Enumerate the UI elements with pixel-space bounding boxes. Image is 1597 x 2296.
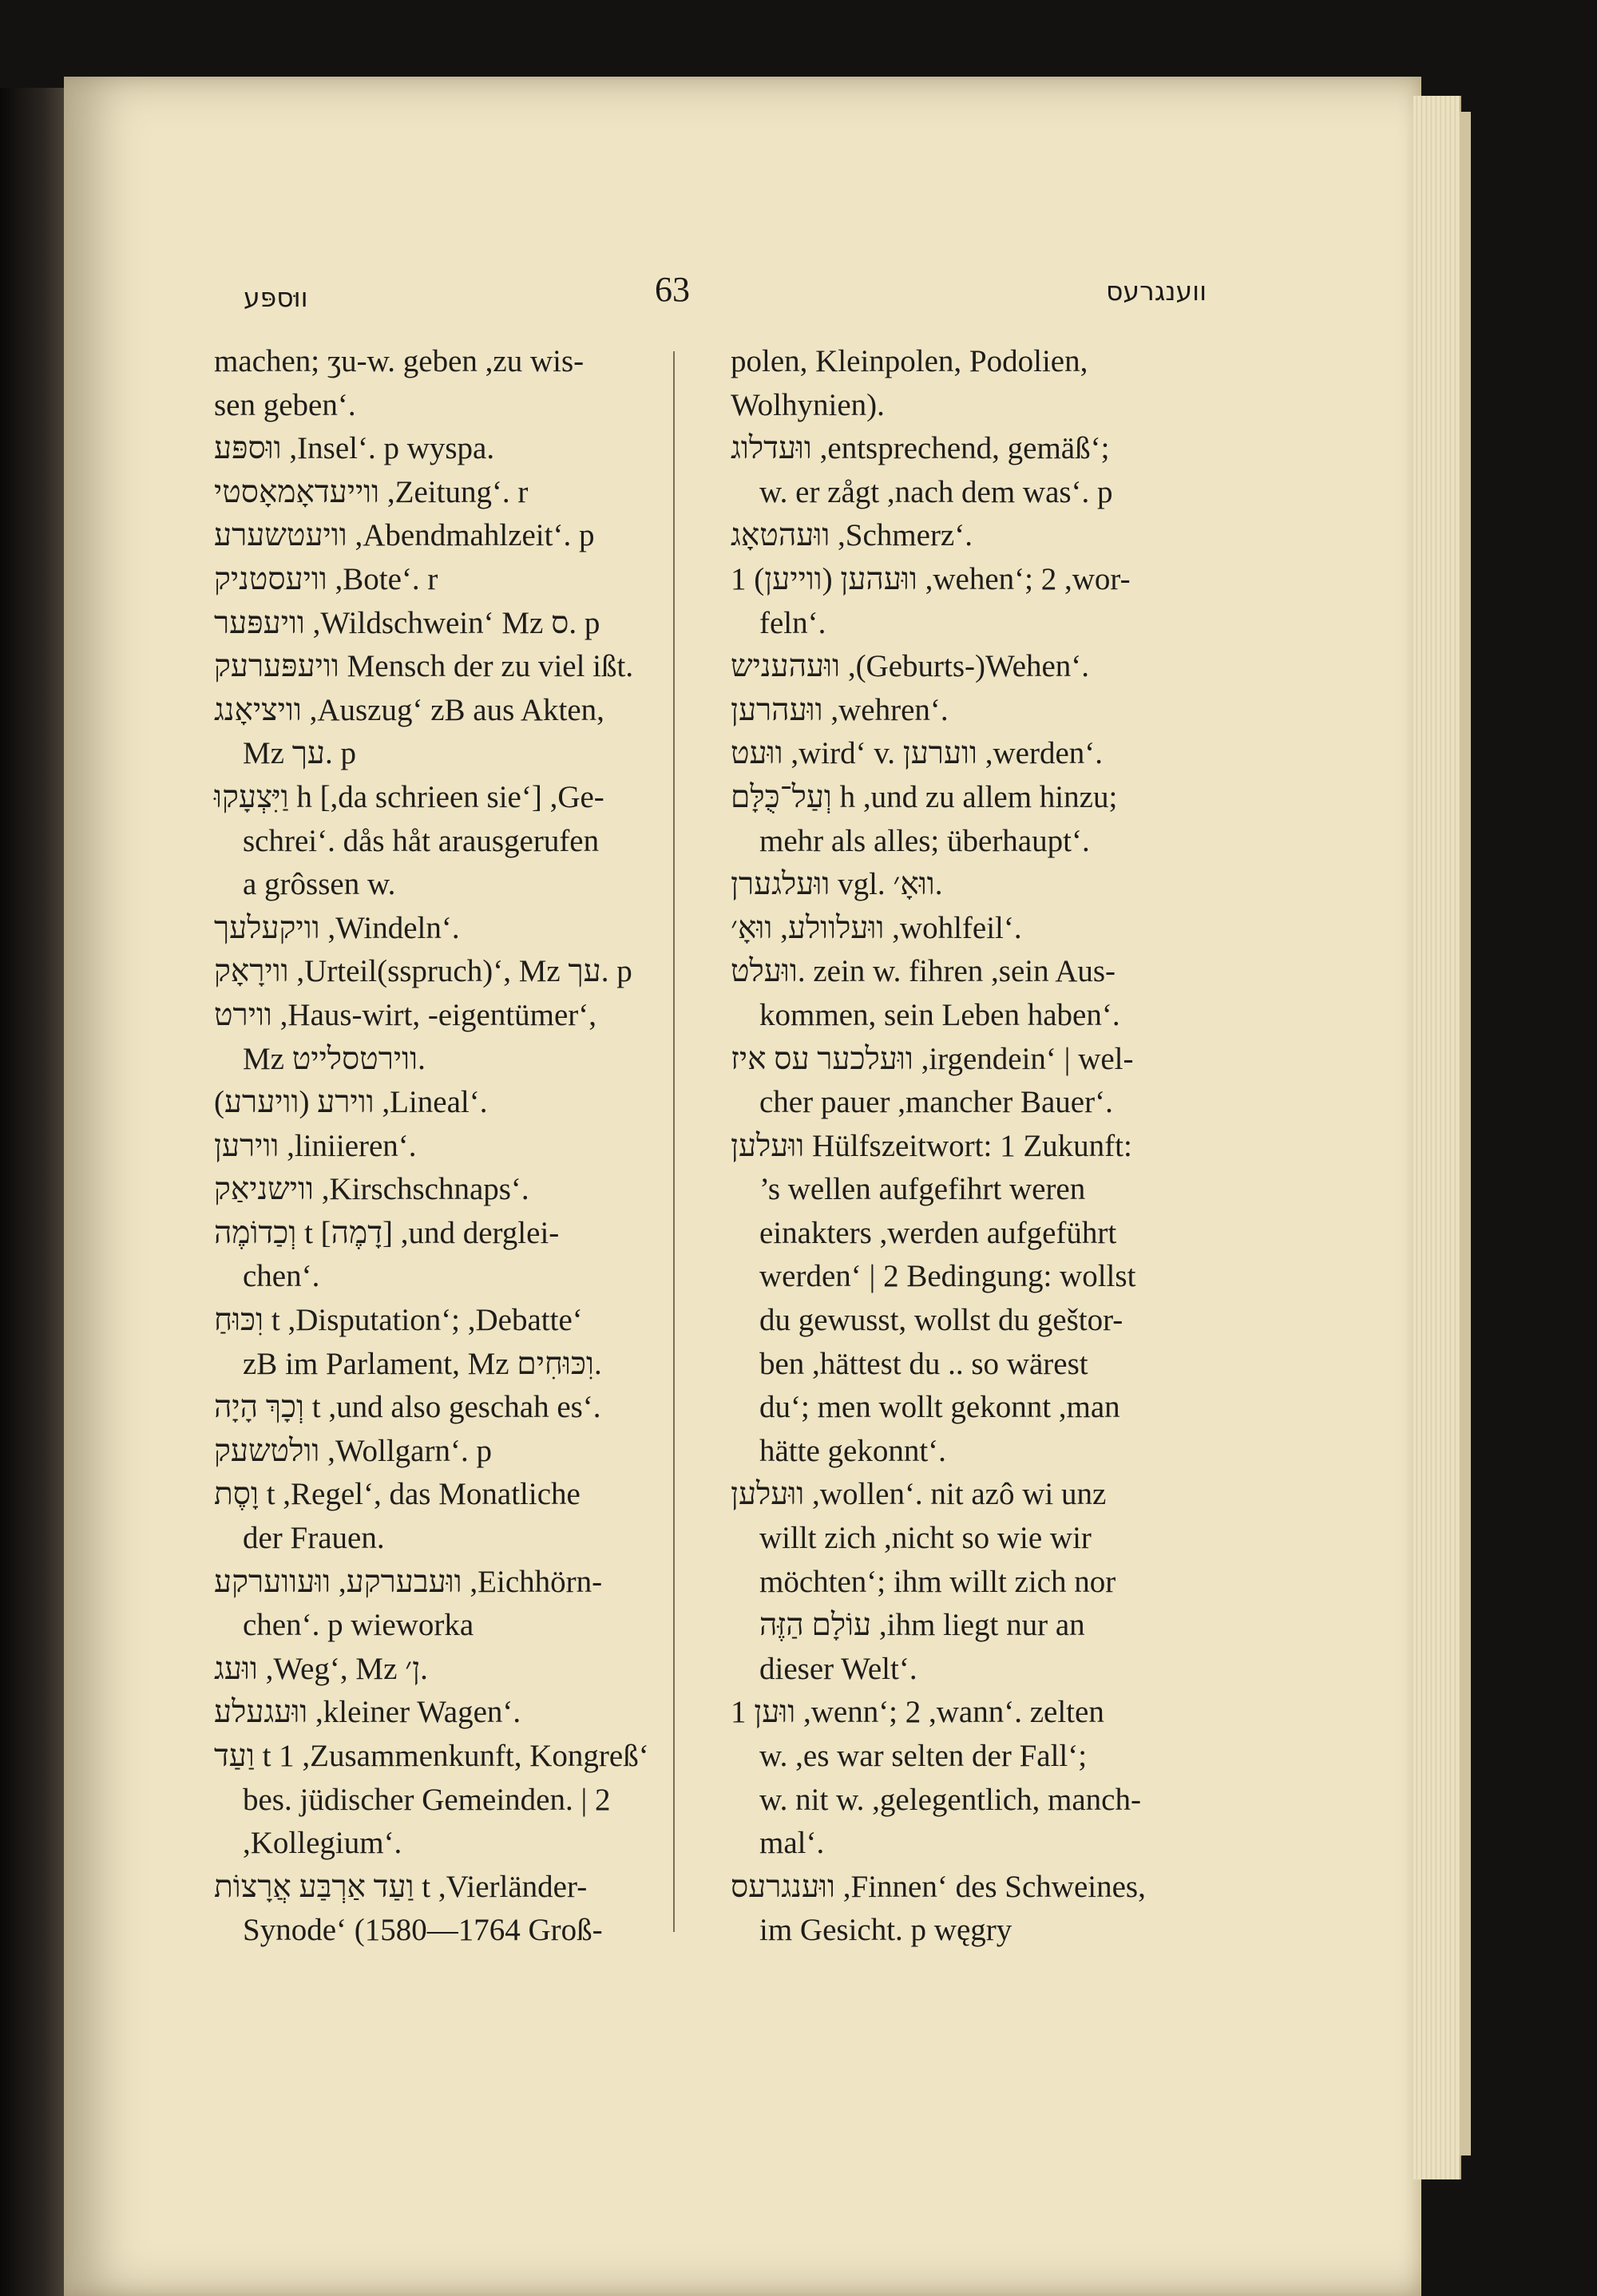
dictionary-line: ווּעגעלע ,kleiner Wagen‘.	[214, 1695, 521, 1730]
dictionary-line: וְכָךְ הָיָה t ,und also geschah es‘.	[214, 1390, 601, 1425]
dictionary-line: chen‘. p wieworka	[243, 1608, 474, 1643]
running-head-left: ווּספּע	[244, 282, 308, 313]
dictionary-line: ווּעהטאָג ,Schmerz‘.	[731, 518, 973, 553]
dictionary-line: וויעסטניק ,Bote‘. r	[214, 561, 438, 596]
dictionary-line: ווּעהרען ,wehren‘.	[731, 692, 949, 727]
dictionary-line: עוֹלָם הַזֶּה ,ihm liegt nur an	[759, 1608, 1085, 1643]
dictionary-line: ווּעט ,wird‘ v. ווערען ,werden‘.	[731, 736, 1104, 771]
dictionary-line: möchten‘; ihm willt zich nor	[759, 1564, 1116, 1599]
dictionary-line: ווישניאַק ,Kirschschnaps‘.	[214, 1172, 529, 1207]
page-stack-shadow	[1460, 112, 1471, 2155]
dictionary-line: du‘; men wollt gekonnt ,man	[759, 1390, 1120, 1425]
dictionary-line: w. nit w. ,gelegentlich, manch-	[759, 1782, 1141, 1817]
dictionary-line: ווּעג ,Weg‘, Mz ן׳.	[214, 1651, 428, 1686]
dictionary-line: ווּעלט. zein w. fihren ,sein Aus-	[731, 954, 1116, 989]
dictionary-line: bes. jüdischer Gemeinden. | 2	[243, 1782, 611, 1817]
dictionary-line: וַעַד אַרְבַּע אֲרָצוֹת t ,Vierländer-	[214, 1869, 588, 1904]
dictionary-line: וְעַל־כֻּלָּם h ,und zu allem hinzu;	[731, 779, 1118, 814]
dictionary-line: וַיִּצְעָקוּ h [,da schrieen sie‘] ,Ge-	[214, 779, 604, 814]
dictionary-line: willt zich ,nicht so wie wir	[759, 1521, 1092, 1556]
dictionary-line: ווירע (וויערע) ,Lineal‘.	[214, 1085, 488, 1120]
dictionary-line: וויעפּערעק Mensch der zu viel ißt.	[214, 649, 634, 684]
dictionary-line: hätte gekonnt‘.	[759, 1433, 946, 1468]
dictionary-line: machen; ʒu-w. geben ,zu wis-	[214, 344, 585, 378]
dictionary-line: einakters ,werden aufgeführt	[759, 1215, 1117, 1250]
dictionary-line: ווּעדלוג ,entsprechend, gemäß‘;	[731, 431, 1110, 466]
dictionary-line: וָסֶת t ,Regel‘, das Monatliche	[214, 1477, 581, 1512]
left-column	[214, 340, 677, 1953]
dictionary-line: werden‘ | 2 Bedingung: wollst	[759, 1259, 1136, 1294]
dictionary-line: chen‘.	[243, 1259, 320, 1294]
dictionary-line: im Gesicht. p węgry	[759, 1913, 1012, 1948]
dictionary-line: Synode‘ (1580—1764 Groß-	[243, 1913, 603, 1948]
right-column	[731, 340, 1186, 1953]
dictionary-line: ווּעהען (ווייען) 1 ,wehen‘; 2 ,wor-	[731, 561, 1131, 596]
dictionary-line: ben ,hättest du .. so wärest	[759, 1346, 1088, 1381]
dictionary-line: ווּעלען ,wollen‘. nit azô wi unz	[731, 1477, 1107, 1512]
running-head-right: ווענגרעס	[1106, 275, 1207, 307]
dictionary-line: ווּעלען Hülfszeitwort: 1 Zukunft:	[731, 1128, 1132, 1163]
dictionary-line: ווּספּע ,Insel‘. p wyspa.	[214, 431, 495, 466]
dictionary-line: ווייעדאָמאָסטי ,Zeitung‘. r	[214, 474, 529, 509]
dictionary-line: ווירָאָק ,Urteil(sspruch)‘, Mz עך. p	[214, 954, 632, 989]
dictionary-line: ווּעהעניש ,(Geburts-)Wehen‘.	[731, 649, 1090, 684]
dictionary-line: zB im Parlament, Mz וִכּוּחִים.	[243, 1346, 602, 1381]
dictionary-line: mehr als alles; überhaupt‘.	[759, 823, 1090, 858]
dictionary-line: ווּעבערקע, ווּעווערקע ,Eichhörn-	[214, 1564, 603, 1599]
dictionary-line: sen geben‘.	[214, 387, 356, 422]
dictionary-line: וויעפּער ,Wildschwein‘ Mz ס. p	[214, 605, 600, 640]
dictionary-line: ’s wellen aufgefihrt weren	[759, 1172, 1086, 1207]
column-divider	[673, 351, 675, 1932]
dictionary-line: וויעטשערע ,Abendmahlzeit‘. p	[214, 518, 595, 553]
dictionary-line: cher pauer ,mancher Bauer‘.	[759, 1085, 1113, 1120]
dictionary-line: schrei‘. dås håt arausgerufen	[243, 823, 600, 858]
dictionary-line: וִכּוּחַ t ,Disputation‘; ,Debatte‘	[214, 1303, 583, 1338]
dictionary-line: du gewusst, wollst du geštor-	[759, 1303, 1123, 1338]
dictionary-line: Mz ווירטסלייט.	[243, 1041, 426, 1076]
dictionary-line: וויקעלעך ,Windeln‘.	[214, 910, 460, 945]
dictionary-line: ווּען 1 ,wenn‘; 2 ,wann‘. zelten	[731, 1695, 1104, 1730]
dictionary-line: וולטשעק ,Wollgarn‘. p	[214, 1433, 492, 1468]
dictionary-line: polen, Kleinpolen, Podolien,	[731, 344, 1088, 378]
dictionary-line: ווּעלוולע, ווּאָ׳ ,wohlfeil‘.	[731, 910, 1022, 945]
dictionary-line: ,Kollegium‘.	[243, 1826, 402, 1861]
dictionary-line: kommen, sein Leben haben‘.	[759, 997, 1120, 1032]
dictionary-line: feln‘.	[759, 605, 826, 640]
page-number: 63	[655, 270, 690, 309]
dictionary-line: וַעַד t 1 ,Zusammenkunft, Kongreß‘	[214, 1739, 649, 1773]
dictionary-line: Wolhynien).	[731, 387, 885, 422]
book-binding-edge	[0, 88, 72, 2296]
dictionary-line: Mz עך. p	[243, 736, 356, 771]
dictionary-line: וְכַדוֹמֶה t [דָמֶה] ,und derglei-	[214, 1215, 560, 1250]
dictionary-line: ווירען ,liniieren‘.	[214, 1128, 417, 1163]
dictionary-line: וויציאָנג ,Auszug‘ zB aus Akten,	[214, 692, 604, 727]
dictionary-line: ווּעלגערן vgl. ווּאָ׳.	[731, 867, 943, 902]
dictionary-line: der Frauen.	[243, 1521, 385, 1556]
dictionary-line: dieser Welt‘.	[759, 1651, 917, 1686]
page-stack-edge	[1413, 96, 1461, 2179]
dictionary-line: a grôssen w.	[243, 867, 396, 902]
dictionary-line: ווּעלכער עס איז ,irgendein‘ | wel-	[731, 1041, 1134, 1076]
dictionary-line: w. er zågt ,nach dem was‘. p	[759, 474, 1113, 509]
dictionary-line: w. ,es war selten der Fall‘;	[759, 1739, 1088, 1773]
page-header	[0, 267, 1597, 323]
dictionary-line: mal‘.	[759, 1826, 825, 1861]
dictionary-line: ווירט ,Haus-wirt, -eigentümer‘,	[214, 997, 597, 1032]
dictionary-line: ווּענגרעס ,Finnen‘ des Schweines,	[731, 1869, 1146, 1904]
